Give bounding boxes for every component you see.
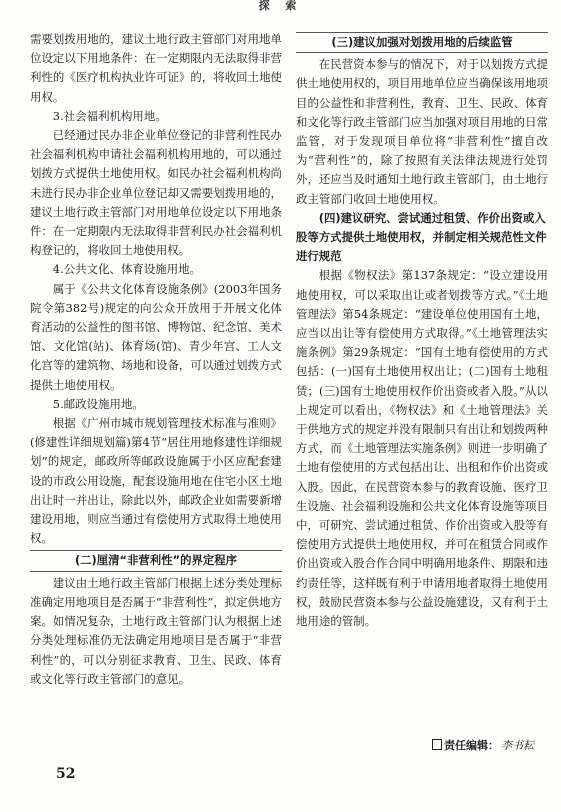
list-item-heading: 3.社会福利机构用地。 [52,108,167,123]
paragraph: 在民营资本参与的情况下，对于以划拨方式提供土地使用权的，项目用地单位应当确保该用地项目的公益性和非营利性，教育、卫生、民政、体育和文化等行政主管部门应当加强对项目用地的日常监管，对于发现项目单位将“非营利性”擅自改为“营利性”的，除了按照有关法律法规进行处罚外，还应当及时通知土地行政主管部门，由土地行政主管部门收回土地使用权。 [296,57,548,206]
paragraph: 根据《物权法》第137条规定：“设立建设用地使用权，可以采取出让或者划拨等方式。”《土地管理法》第54条规定：“建设单位使用国有土地，应当以出让等有偿使用方式取得。”《土地管理法实施条例》第29条规定：“国有土地有偿使用的方式包括：(一)国有土地使用权出让；(二)国有土地租赁；(三)国有土地使用权作价出资或者入股。”从以上规定可以看出，《物权法》和《土地管理法》关于供地方式的规定并没有限制只有出让和划拨两种方式，而《土地管理法实施条例》则进一步明确了土地有偿使用的方式包括出让、出租和作价出资或入股。因此，在民营资本参与的教育设施、医疗卫生设施、社会福利设施和公共文化体育设施等项目中，可研究、尝试通过租赁、作价出资或入股等有偿使用方式提供土地使用权，并可在租赁合同或作价出资或入股合作合同中明确用地条件、期限和违约责任等，这样既有利于申请用地者取得土地使用权，鼓励民营资本参与公益设施建设，又有利于土地用途的管制。 [296,268,548,629]
paragraph: 需要划拨用地的，建议土地行政主管部门对用地单位设定以下用地条件：在一定期限内无法取得非营利性的《医疗机构执业许可证》的，将收回土地使用权。 [30,32,282,104]
section-heading: (三)建议加强对划拨用地的后续监管 [296,32,548,53]
list-item-heading: 5.邮政设施用地。 [52,396,144,411]
section-heading: (四)建议研究、尝试通过租赁、作价出资或入股等方式提供土地使用权，并制定相关规范性文件进行规范 [296,210,547,264]
left-column [30,30,282,689]
running-header: 探 索 [258,0,303,12]
section-heading: (二)厘清“非营利性”的界定程序 [30,550,282,571]
editor-label: 责任编辑： [444,739,499,752]
list-item-heading: 4.公共文化、体育设施用地。 [52,262,202,277]
paragraph: 根据《广州市城市规划管理技术标准与准则》(修建性详细规划篇)第4节“居住用地修建性详细规划”的规定，邮政所等邮政设施属于小区应配套建设的市政公用设施，配套设施用地在住宅小区土地出让时一并出让，除此以外，邮政企业如需要新增建设用地，则应当通过有偿使用方式取得土地使用权。 [30,416,282,546]
editor-name: 李书耘 [501,739,534,752]
paragraph: 已经通过民办非企业单位登记的非营利性民办社会福利机构申请社会福利机构用地的，可以通过划拨方式提供土地使用权。如民办社会福利机构尚未进行民办非企业单位登记却又需要划拨用地的，建议土地行政主管部门对用地单位设定以下用地条件：在一定期限内无法取得非营利民办社会福利机构登记的，将收回土地使用权。 [30,128,282,258]
paragraph: 建议由土地行政主管部门根据上述分类处理标准确定用地项目是否属于“非营利性”，拟定供地方案。如情况复杂，土地行政主管部门认为根据上述分类处理标准仍无法确定用地项目是否属于“非营利性”的，可以分别征求教育、卫生、民政、体育或文化等行政主管部门的意见。 [30,575,283,686]
editor-credit [432,737,534,753]
square-icon [432,739,442,750]
right-column [296,30,548,631]
page-number: 52 [56,766,76,782]
paragraph: 属于《公共文化体育设施条例》(2003年国务院令第382号)规定的向公众开放用于开展文化体育活动的公益性的图书馆、博物馆、纪念馆、美术馆、文化馆(站)、体育场(馆)、青少年宫、工人文化宫等的建筑物、场地和设备，可以通过划拨方式提供土地使用权。 [30,281,282,392]
